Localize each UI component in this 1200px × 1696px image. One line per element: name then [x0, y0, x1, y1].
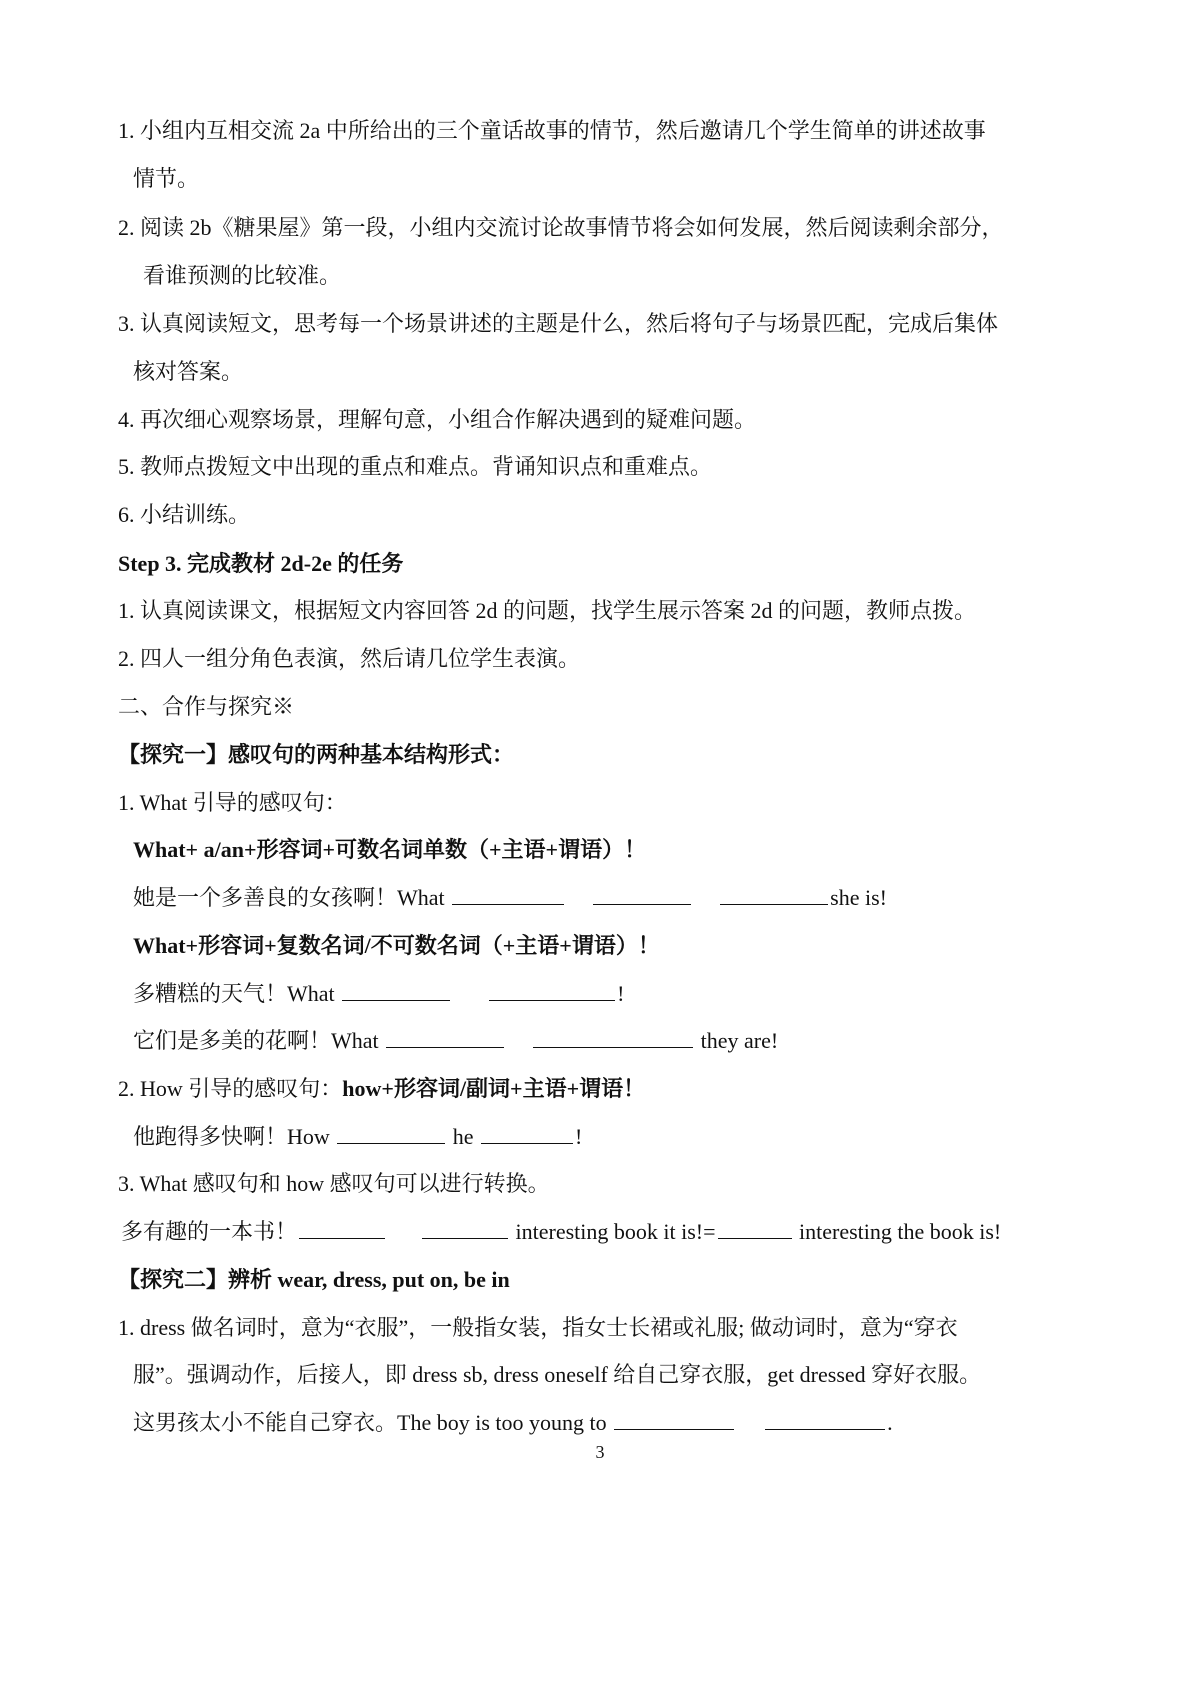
- how-intro-label: 2. How 引导的感叹句：: [118, 1076, 343, 1101]
- step3-item-2: 2. 四人一组分角色表演，然后请几位学生表演。: [118, 646, 581, 671]
- answer-blank[interactable]: [452, 884, 564, 905]
- exercise-bad-weather: [133, 980, 624, 1008]
- conversion-note: 3. What 感叹句和 how 感叹句可以进行转换。: [118, 1171, 550, 1196]
- how-exclamation-intro: [118, 1075, 645, 1103]
- exercise-prompt: 多有趣的一本书！: [121, 1219, 298, 1244]
- exercise-prompt: 它们是多美的花啊！What: [133, 1028, 379, 1053]
- exercise-prompt: 他跑得多快啊！How: [133, 1124, 330, 1149]
- exercise-prompt: 这男孩太小不能自己穿衣。The boy is too young to: [133, 1410, 607, 1435]
- page-number: 3: [595, 1442, 605, 1462]
- exercise-dress-himself: [133, 1409, 893, 1437]
- explore1-heading: 【探究一】感叹句的两种基本结构形式：: [118, 742, 515, 767]
- answer-blank[interactable]: [765, 1409, 885, 1430]
- exercise-prompt: 她是一个多善良的女孩啊！What: [133, 885, 445, 910]
- step2-item-1-line-1: 1. 小组内互相交流 2a 中所给出的三个童话故事的情节，然后邀请几个学生简单的讲述故事: [118, 118, 986, 143]
- answer-blank[interactable]: [337, 1123, 445, 1144]
- exercise-ending: she is!: [830, 885, 887, 910]
- what-rule-singular: What+ a/an+形容词+可数名词单数（+主语+谓语）！: [133, 837, 647, 862]
- step2-item-3-line-2: 核对答案。: [133, 359, 244, 384]
- exercise-middle: interesting book it is!=: [515, 1219, 716, 1244]
- answer-blank[interactable]: [718, 1218, 792, 1239]
- exercise-middle: he: [452, 1124, 474, 1149]
- step2-item-2-line-1: 2. 阅读 2b《糖果屋》第一段，小组内交流讨论故事情节将会如何发展，然后阅读剩余部分，: [118, 215, 1004, 240]
- step2-item-6: 6. 小结训练。: [118, 502, 251, 527]
- step2-item-1-line-2: 情节。: [133, 166, 200, 191]
- exercise-interesting-book: [121, 1218, 1001, 1246]
- what-rule-plural: What+形容词+复数名词/不可数名词（+主语+谓语）！: [133, 933, 660, 958]
- how-rule: how+形容词/副词+主语+谓语！: [342, 1076, 646, 1101]
- step2-item-5: 5. 教师点拨短文中出现的重点和难点。背诵知识点和重难点。: [118, 454, 713, 479]
- answer-blank[interactable]: [593, 884, 691, 905]
- answer-blank[interactable]: [614, 1409, 734, 1430]
- explore2-item-1-line-1: 1. dress 做名词时，意为“衣服”，一般指女装，指女士长裙或礼服; 做动词时，意为“穿衣: [118, 1315, 958, 1340]
- exercise-ending: !: [617, 981, 625, 1006]
- explore2-heading: 【探究二】辨析 wear, dress, put on, be in: [118, 1267, 510, 1292]
- answer-blank[interactable]: [720, 884, 828, 905]
- exercise-prompt: 多糟糕的天气！What: [133, 981, 335, 1006]
- answer-blank[interactable]: [342, 980, 450, 1001]
- section2-heading: 二、合作与探究※: [118, 694, 295, 719]
- exercise-kind-girl: [133, 884, 887, 912]
- exercise-ending: .: [887, 1410, 893, 1435]
- exercise-ending: interesting the book is!: [799, 1219, 1002, 1244]
- step3-item-1: 1. 认真阅读课文，根据短文内容回答 2d 的问题，找学生展示答案 2d 的问题，教师点拨。: [118, 598, 977, 623]
- explore2-item-1-line-2: 服”。强调动作，后接人，即 dress sb, dress oneself 给自己穿衣服，get dressed 穿好衣服。: [133, 1362, 982, 1387]
- what-exclamation-intro: 1. What 引导的感叹句：: [118, 790, 347, 815]
- step2-item-2-line-2: 看谁预测的比较准。: [143, 263, 342, 288]
- answer-blank[interactable]: [299, 1218, 385, 1239]
- answer-blank[interactable]: [481, 1123, 573, 1144]
- step2-item-3-line-1: 3. 认真阅读短文，思考每一个场景讲述的主题是什么，然后将句子与场景匹配，完成后集体: [118, 311, 999, 336]
- answer-blank[interactable]: [533, 1027, 693, 1048]
- answer-blank[interactable]: [422, 1218, 508, 1239]
- answer-blank[interactable]: [489, 980, 615, 1001]
- exercise-run-fast: [133, 1123, 582, 1151]
- exercise-ending: !: [575, 1124, 583, 1149]
- step3-heading: Step 3. 完成教材 2d-2e 的任务: [118, 551, 404, 576]
- exercise-ending: they are!: [700, 1028, 779, 1053]
- step2-item-4: 4. 再次细心观察场景，理解句意，小组合作解决遇到的疑难问题。: [118, 407, 757, 432]
- exercise-beautiful-flowers: [133, 1027, 778, 1055]
- answer-blank[interactable]: [386, 1027, 504, 1048]
